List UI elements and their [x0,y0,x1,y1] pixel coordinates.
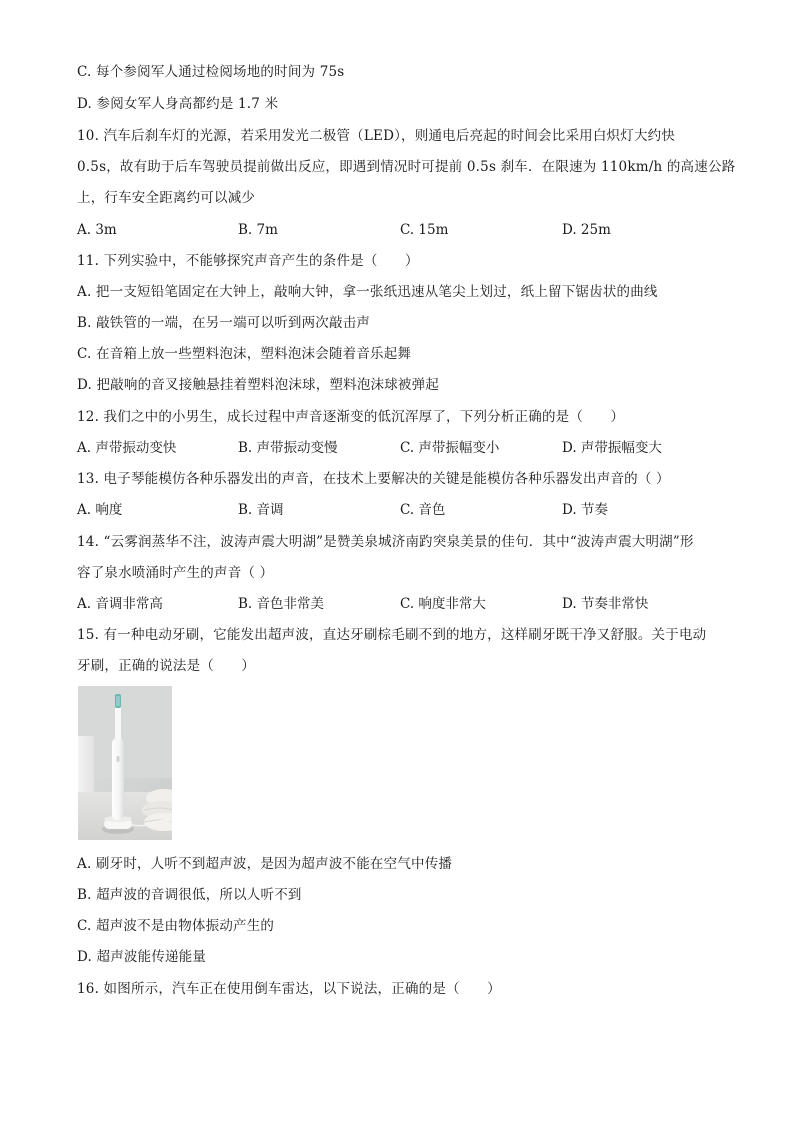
q15-option-a: A. 刷牙时，人听不到超声波，是因为超声波不能在空气中传播 [77,856,453,872]
q13-option-a: A. 响度 [77,502,123,518]
q14-stem-line1: 14. “云雾润蒸华不注，波涛声震大明湖”是赞美泉城济南趵突泉美景的佳句．其中“波涛声震大明湖”形 [77,534,694,550]
q14-option-c: C. 响度非常大 [400,596,486,612]
q12-option-b: B. 声带振动变慢 [238,440,338,456]
q15-option-d: D. 超声波能传递能量 [77,949,207,965]
q15-stem-line2: 牙刷，正确的说法是（ ） [77,658,256,674]
q13-option-b: B. 音调 [238,502,284,518]
q13-stem: 13. 电子琴能模仿各种乐器发出的声音，在技术上要解决的关键是能模仿各种乐器发出声音的（ ） [77,471,670,487]
q9-option-c: C. 每个参阅军人通过检阅场地的时间为 75s [77,64,345,80]
q11-stem: 11. 下列实验中，不能够探究声音产生的条件是（ ） [77,253,419,269]
electric-toothbrush-photo [78,686,172,840]
q14-option-b: B. 音色非常美 [238,596,325,612]
q11-option-c: C. 在音箱上放一些塑料泡沫，塑料泡沫会随着音乐起舞 [77,346,412,362]
q10-option-a: A. 3m [77,222,117,238]
q12-stem: 12. 我们之中的小男生，成长过程中声音逐渐变的低沉浑厚了，下列分析正确的是（ ） [77,409,625,425]
q12-option-d: D. 声带振幅变大 [562,440,662,456]
q10-stem-line3: 上，行车安全距离约可以减少 [77,190,256,206]
q15-stem-line1: 15. 有一种电动牙刷，它能发出超声波，直达牙刷棕毛刷不到的地方，这样刷牙既干净又舒服。关于电动 [77,627,707,643]
q12-option-c: C. 声带振幅变小 [400,440,500,456]
q16-stem: 16. 如图所示，汽车正在使用倒车雷达，以下说法，正确的是（ ） [77,981,501,997]
q10-stem-line2: 0.5s，故有助于后车驾驶员提前做出反应，即遇到情况时可提前 0.5s 刹车．在限速为 110km/h 的高速公路 [77,159,736,175]
q11-option-b: B. 敲铁管的一端，在另一端可以听到两次敲击声 [77,315,371,331]
q15-option-c: C. 超声波不是由物体振动产生的 [77,918,275,934]
q10-stem-line1: 10. 汽车后刹车灯的光源，若采用发光二极管（LED），则通电后亮起的时间会比采用白炽灯大约快 [77,128,676,144]
q14-stem-line2: 容了泉水喷涌时产生的声音（ ） [77,565,274,581]
q10-option-d: D. 25m [562,222,611,238]
q15-option-b: B. 超声波的音调很低，所以人听不到 [77,887,302,903]
q14-option-a: A. 音调非常高 [77,596,163,612]
q12-option-a: A. 声带振动变快 [77,440,177,456]
q10-option-c: C. 15m [400,222,449,238]
q14-option-d: D. 节奏非常快 [562,596,649,612]
q13-option-d: D. 节奏 [562,502,608,518]
q9-option-d: D. 参阅女军人身高都约是 1.7 米 [77,96,279,112]
q11-option-a: A. 把一支短铅笔固定在大钟上，敲响大钟，拿一张纸迅速从笔尖上划过，纸上留下锯齿状的曲线 [77,284,658,300]
q13-option-c: C. 音色 [400,502,446,518]
q10-option-b: B. 7m [238,222,278,238]
q11-option-d: D. 把敲响的音叉接触悬挂着塑料泡沫球，塑料泡沫球被弹起 [77,377,440,393]
